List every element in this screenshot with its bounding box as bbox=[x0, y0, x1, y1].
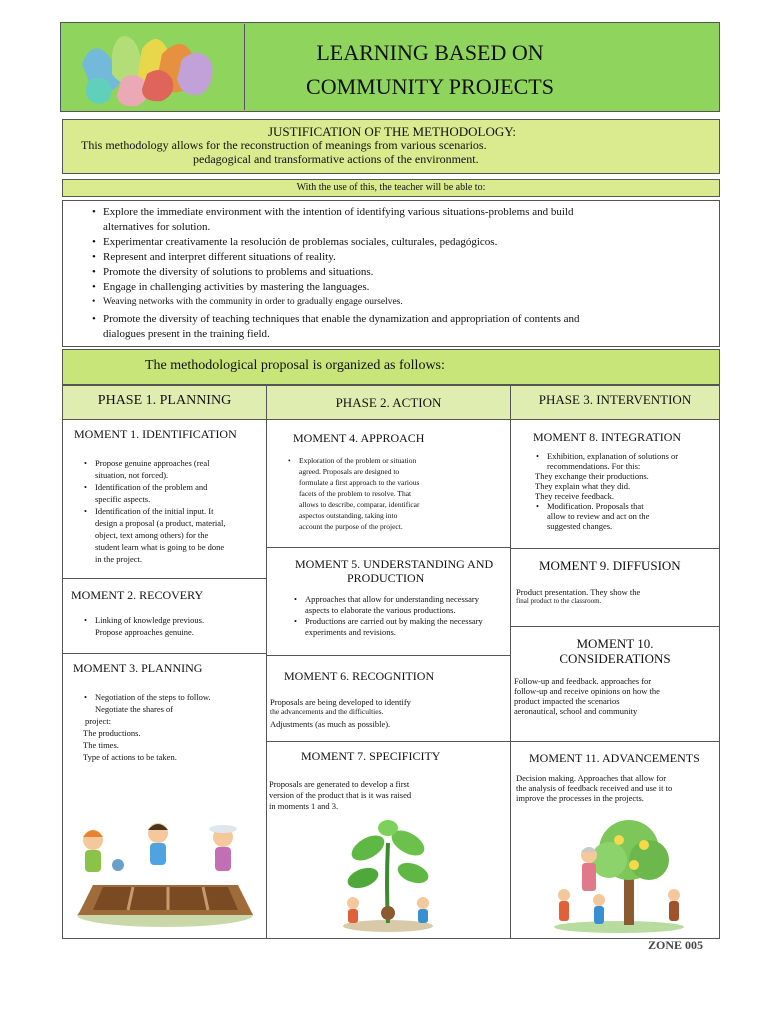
moment-title: MOMENT 9. DIFFUSION bbox=[539, 558, 681, 573]
list-item: • Exploration of the problem or situation agreed. Proposals are designed to formulate a first approach to the various facets of the problem to resolve. That allows to describe, comparar, identificar aspectos outstanding, taking into account the purpose of the project. bbox=[299, 455, 420, 532]
phase-header-3: PHASE 3. INTERVENTION bbox=[511, 386, 719, 420]
moment-5 bbox=[267, 549, 510, 656]
moment-sublist: They exchange their productions. They explain what they did. They receive feedback. bbox=[535, 471, 649, 501]
justification-heading: JUSTIFICATION OF THE METHODOLOGY: bbox=[267, 124, 517, 139]
header-logo bbox=[62, 24, 245, 110]
justification-line1: This methodology allows for the reconstruction of meanings from various scenarios. bbox=[81, 138, 487, 152]
list-item: • Weaving networks with the community in order to gradually engage ourselves. bbox=[103, 295, 609, 310]
list-item: • Experimentar creativamente la resolución de problemas sociales, culturales, pedagógicos. bbox=[103, 235, 609, 250]
moment-text: Proposals are being developed to identify the advancements and the difficulties. Adjustments (as much as possible). bbox=[270, 697, 411, 729]
moment-list bbox=[81, 614, 211, 638]
page-title: LEARNING BASED ON COMMUNITY PROJECTS bbox=[306, 40, 554, 99]
phase-header-2: PHASE 2. ACTION bbox=[267, 386, 510, 420]
abilities-box bbox=[62, 200, 720, 347]
list-item: • Approaches that allow for understanding necessary aspects to elaborate the various productions. bbox=[305, 594, 491, 616]
moment-4 bbox=[267, 421, 510, 548]
moment-title: MOMENT 6. RECOGNITION bbox=[284, 669, 435, 683]
moment-list bbox=[285, 455, 420, 532]
moment-list bbox=[81, 457, 231, 565]
moment-text: Proposals are generated to develop a first version of the product that is it was raised in moments 1 and 3. bbox=[269, 779, 412, 811]
moment-title-line1: MOMENT 5. UNDERSTANDING AND bbox=[295, 557, 494, 571]
phase-header-1: PHASE 1. PLANNING bbox=[63, 386, 266, 420]
list-item: • Promote the diversity of solutions to problems and situations. bbox=[103, 265, 609, 280]
list-item: • Linking of knowledge previous. Propose approaches genuine. bbox=[95, 614, 211, 638]
moment-title-line2: PRODUCTION bbox=[347, 571, 425, 585]
moment-list bbox=[533, 501, 663, 531]
list-item: • Identification of the problem and specific aspects. bbox=[95, 481, 231, 505]
moment-sublist: project: The productions. The times. Type of actions to be taken. bbox=[83, 716, 177, 762]
children-plant-icon bbox=[333, 818, 443, 933]
moment-list bbox=[81, 691, 241, 715]
list-item: • Represent and interpret different situations of reality. bbox=[103, 250, 609, 265]
children-gardening-icon bbox=[73, 815, 258, 930]
moment-8 bbox=[511, 421, 719, 549]
moment-title: MOMENT 2. RECOVERY bbox=[71, 588, 204, 602]
proposal-heading: The methodological proposal is organized as follows: bbox=[145, 358, 445, 373]
list-item: • Promote the diversity of teaching techniques that enable the dynamization and appropriation of contents and dialogues present in the training field. bbox=[103, 312, 609, 342]
children-tree-icon bbox=[549, 815, 689, 935]
list-item: • Identification of the initial input. It design a proposal (a product, material, object, text among others) for the student learn what is going to be done in the project. bbox=[95, 505, 231, 565]
moment-text: Product presentation. They show the final product to the classroom. bbox=[516, 587, 641, 605]
teacher-intro: With the use of this, the teacher will be able to: bbox=[62, 179, 720, 197]
moment-10 bbox=[511, 628, 719, 742]
moment-7 bbox=[267, 743, 510, 938]
moment-3 bbox=[63, 655, 266, 938]
moment-title: MOMENT 11. ADVANCEMENTS bbox=[529, 751, 700, 765]
moment-title: MOMENT 7. SPECIFICITY bbox=[301, 749, 441, 763]
list-item: • Exhibition, explanation of solutions or recommendations. For this: bbox=[547, 451, 698, 471]
moment-list bbox=[533, 451, 698, 471]
moment-1 bbox=[63, 421, 266, 579]
moment-2 bbox=[63, 580, 266, 654]
list-item: • Modification. Proposals that allow to review and act on the suggested changes. bbox=[547, 501, 663, 531]
moment-title: MOMENT 8. INTEGRATION bbox=[533, 430, 682, 444]
list-item: • Propose genuine approaches (real situation, not forced). bbox=[95, 457, 231, 481]
moment-title: MOMENT 1. IDENTIFICATION bbox=[74, 427, 237, 441]
abilities-list bbox=[89, 205, 609, 342]
justification-box bbox=[62, 119, 720, 174]
list-item: • Explore the immediate environment with the intention of identifying various situations-problems and build alternatives for solution. bbox=[103, 205, 609, 235]
moment-title: MOMENT 3. PLANNING bbox=[73, 661, 203, 675]
footer-zone: ZONE 005 bbox=[648, 938, 704, 952]
moment-11 bbox=[511, 743, 719, 938]
moment-text: Follow-up and feedback. approaches for follow-up and receive opinions on how the product impacted the scenarios aeronautical, school and community bbox=[514, 676, 660, 716]
list-item: • Negotiation of the steps to follow. Negotiate the shares of bbox=[95, 691, 241, 715]
justification-line2: pedagogical and transformative actions of the environment. bbox=[193, 152, 479, 166]
moment-title: MOMENT 4. APPROACH bbox=[293, 431, 425, 445]
moment-title: MOMENT 10. CONSIDERATIONS bbox=[559, 636, 671, 666]
proposal-banner bbox=[62, 349, 720, 385]
list-item: • Engage in challenging activities by mastering the languages. bbox=[103, 280, 609, 295]
list-item: • Productions are carried out by making the necessary experiments and revisions. bbox=[305, 616, 491, 638]
moment-6 bbox=[267, 657, 510, 742]
moment-text: Decision making. Approaches that allow for the analysis of feedback received and use it to improve the processes in the projects. bbox=[516, 773, 673, 803]
moment-9 bbox=[511, 550, 719, 627]
colored-hands-icon bbox=[62, 24, 245, 110]
moment-list bbox=[291, 594, 491, 638]
